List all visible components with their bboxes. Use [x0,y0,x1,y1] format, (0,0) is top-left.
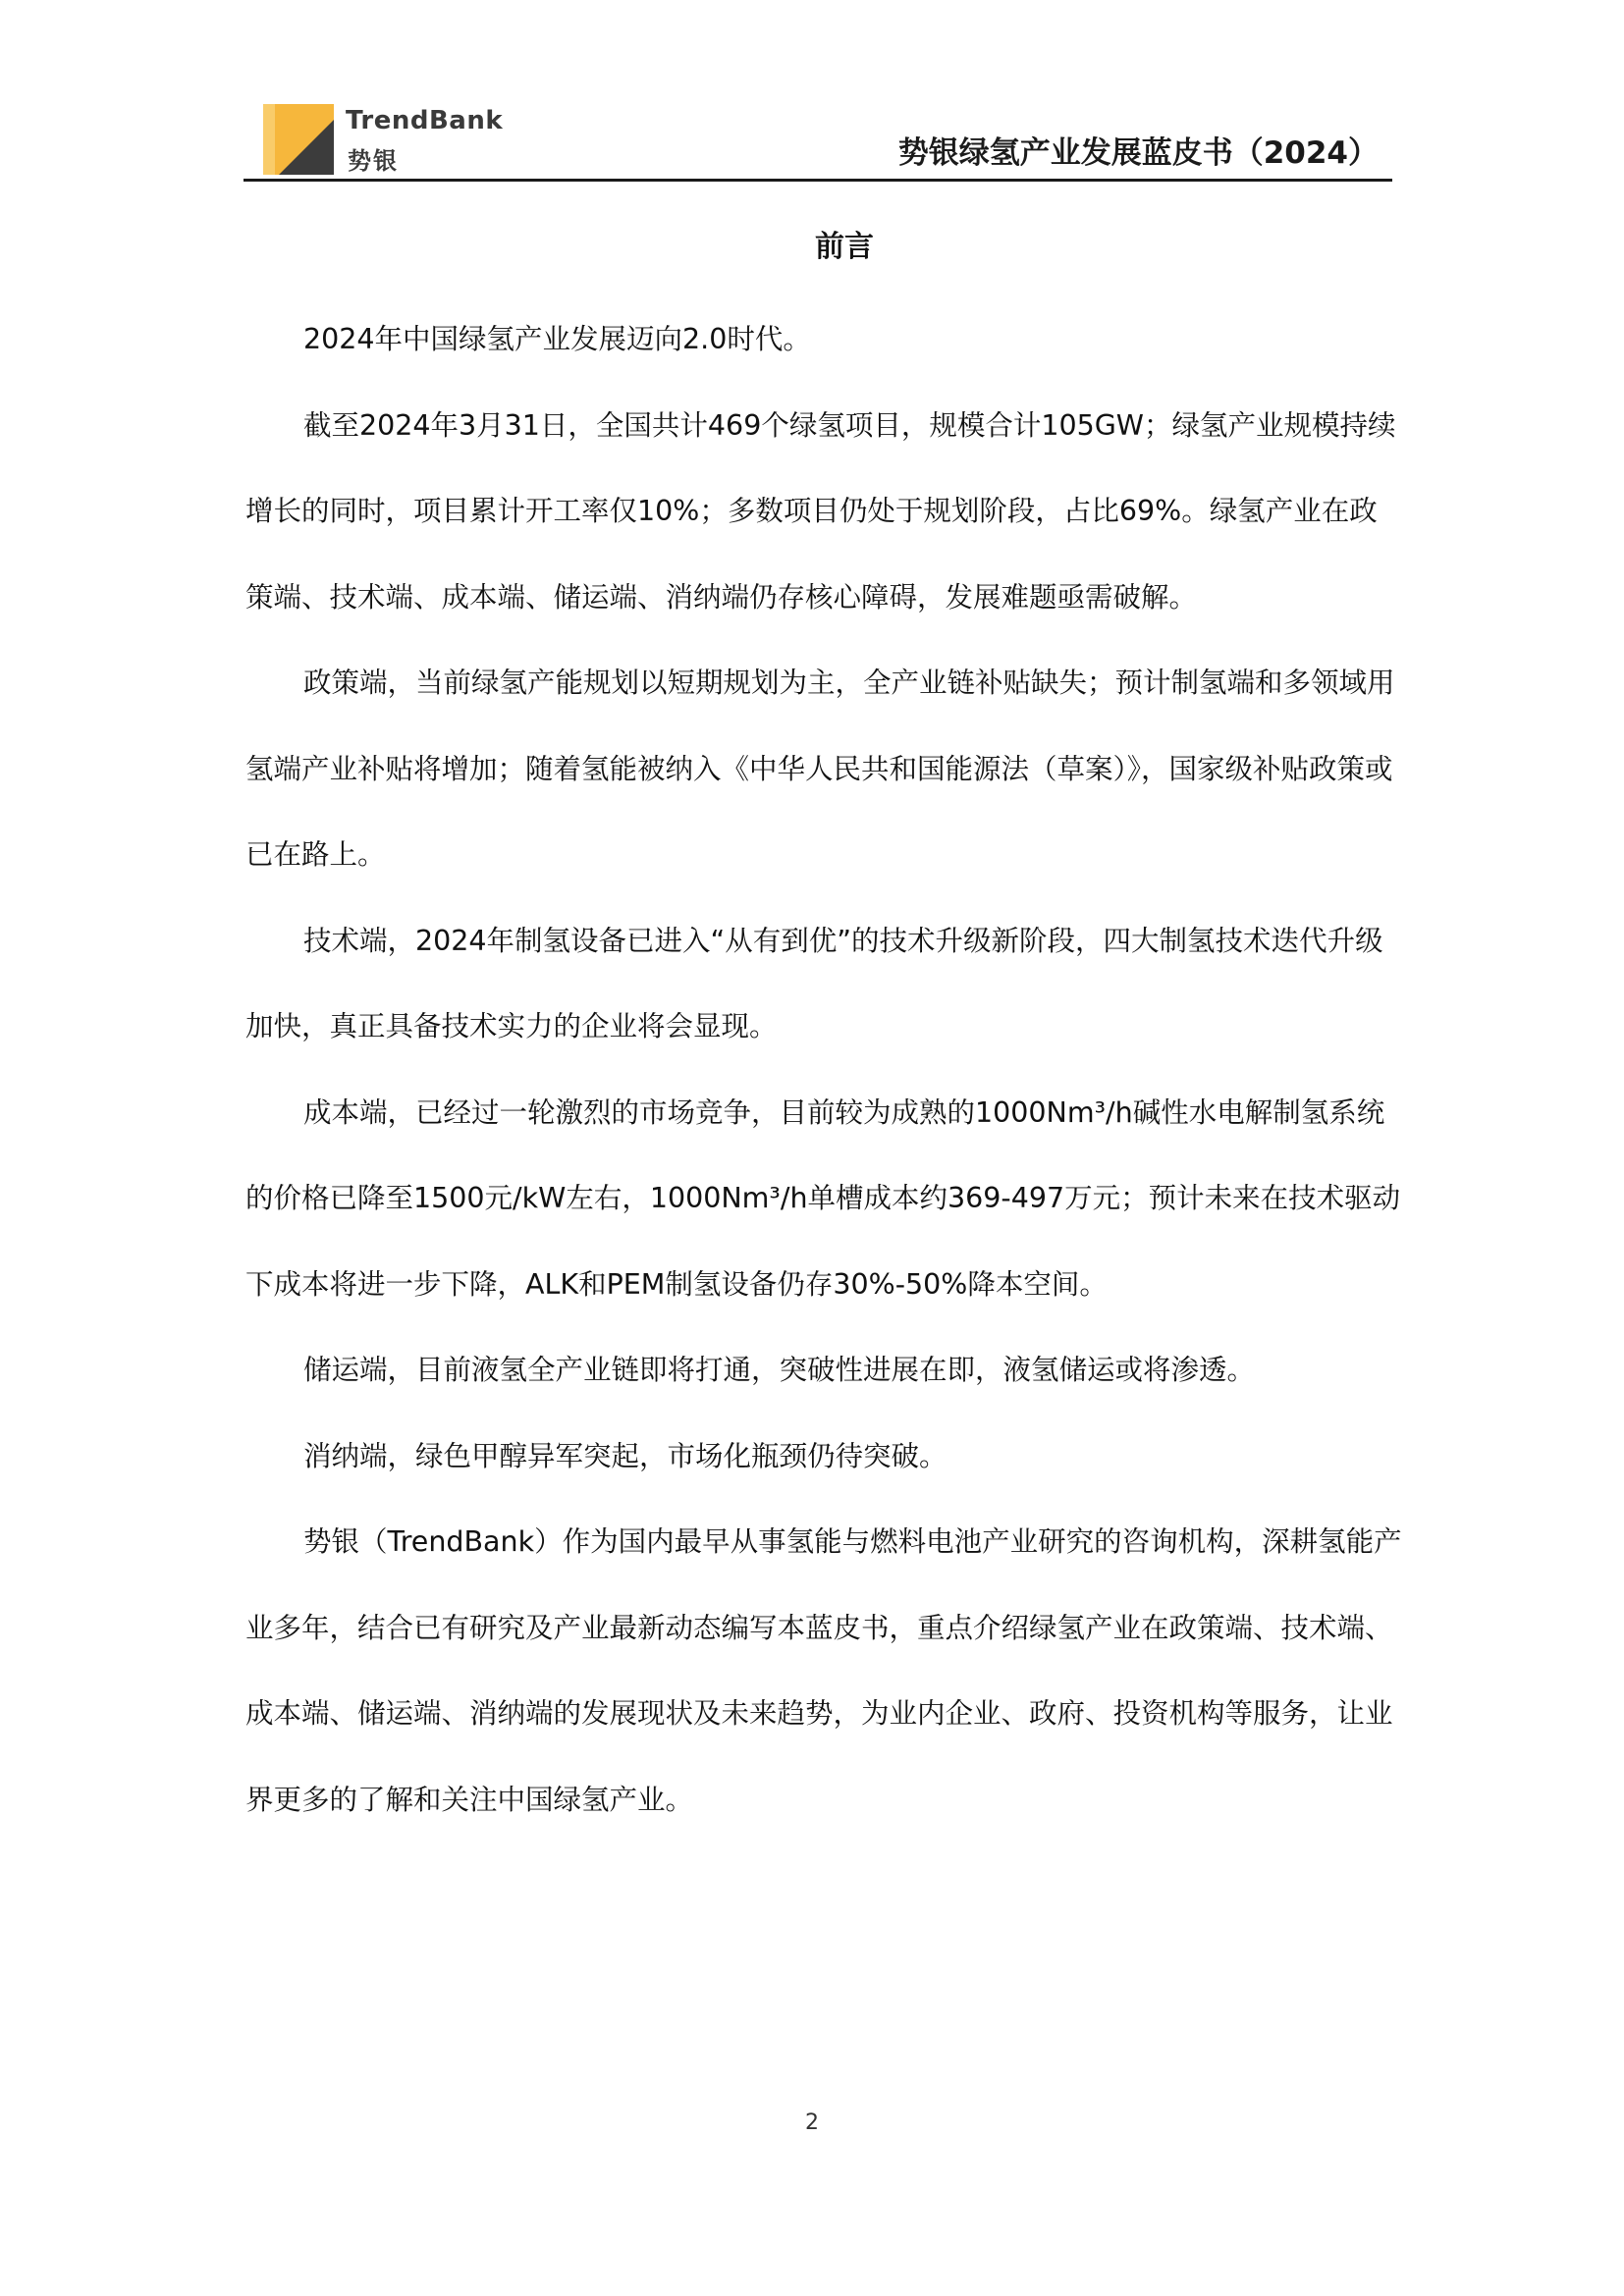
paragraph-cost: 成本端，已经过一轮激烈的市场竞争，目前较为成熟的1000Nm³/h碱性水电解制氢系统的价格已降至1500元/kW左右，1000Nm³/h单槽成本约369-497万元；预计未来在技术驱动下成本将进一步下降，ALK和PEM制氢设备仍存30%-50%降本空间。 [245,1095,1401,1301]
paragraph-overview: 截至2024年3月31日，全国共计469个绿氢项目，规模合计105GW；绿氢产业规模持续增长的同时，项目累计开工率仅10%；多数项目仍处于规划阶段，占比69%。绿氢产业在政策端、技术端、成本端、储运端、消纳端仍存核心障碍，发展难题亟需破解。 [245,408,1396,614]
logo-mark-icon [263,104,334,175]
page-number: 2 [805,2110,819,2135]
paragraph-about: 势银（TrendBank）作为国内最早从事氢能与燃料电池产业研究的咨询机构，深耕氢能产业多年，结合已有研究及产业最新动态编写本蓝皮书，重点介绍绿氢产业在政策端、技术端、成本端、储运端、消纳端的发展现状及未来趋势，为业内企业、政府、投资机构等服务，让业界更多的了解和关注中国绿氢产业。 [245,1525,1402,1816]
paragraph-storage: 储运端，目前液氢全产业链即将打通，突破性进展在即，液氢储运或将渗透。 [303,1354,1256,1386]
section-title: 前言 [815,230,874,264]
header-divider [244,179,1392,182]
preface-body [245,296,1404,1842]
paragraph-intro: 2024年中国绿氢产业发展迈向2.0时代。 [303,323,811,355]
paragraph-consumption: 消纳端，绿色甲醇异军突起，市场化瓶颈仍待突破。 [303,1439,947,1472]
logo-text-english: TrendBank [346,106,504,135]
page-header [244,98,1392,183]
paragraph-technology: 技术端，2024年制氢设备已进入“从有到优”的技术升级新阶段，四大制氢技术迭代升级加快，真正具备技术实力的企业将会显现。 [245,924,1383,1042]
trendbank-logo [263,104,558,175]
logo-text-chinese: 势银 [348,147,399,175]
logo-light-stripe [263,104,275,175]
paragraph-policy: 政策端，当前绿氢产能规划以短期规划为主，全产业链补贴缺失；预计制氢端和多领域用氢端产业补贴将增加；随着氢能被纳入《中华人民共和国能源法（草案）》，国家级补贴政策或已在路上。 [245,667,1395,871]
document-title: 势银绿氢产业发展蓝皮书（2024） [897,135,1379,171]
